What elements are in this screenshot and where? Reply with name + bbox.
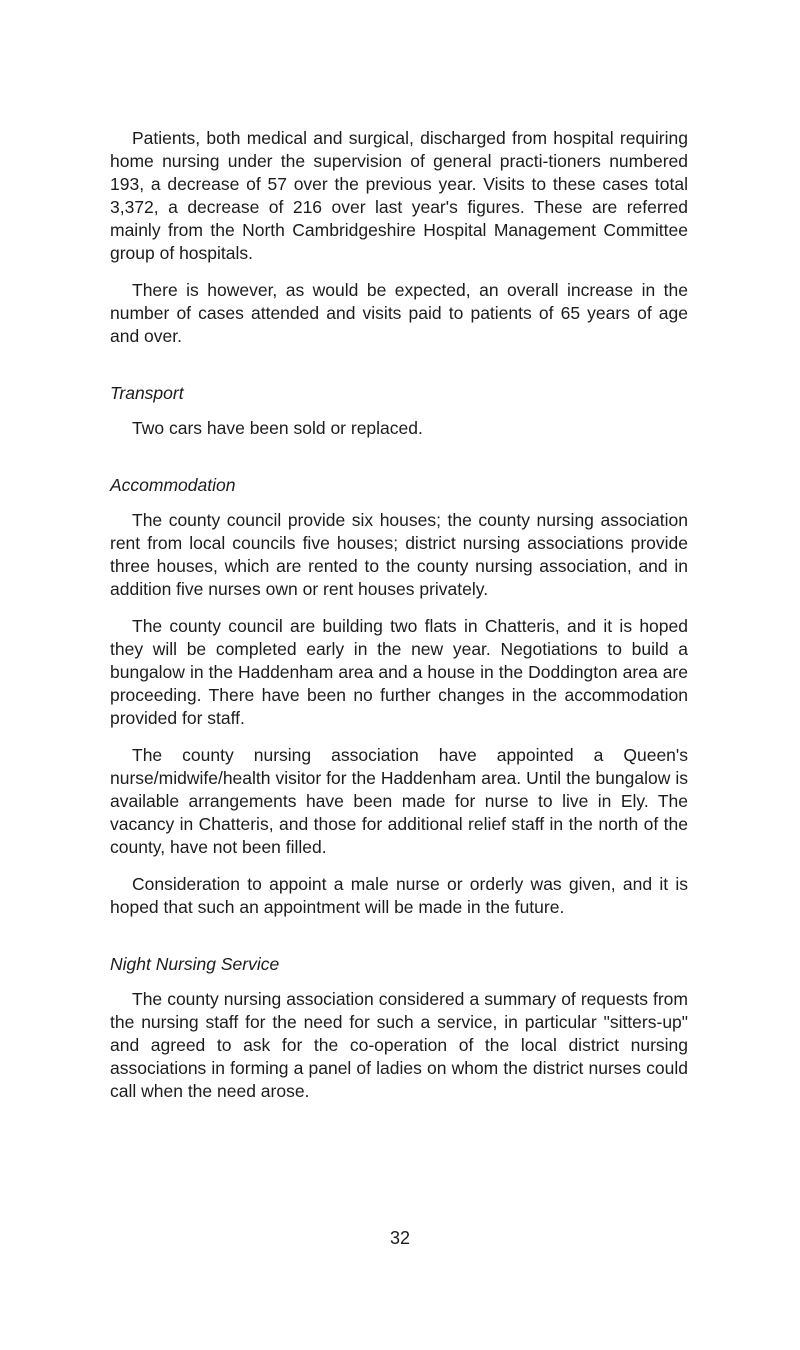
paragraph-home-nursing-patients: Patients, both medical and surgical, discharged from hospital requiring home nursing under the supervision of general practi-tioners numbered 193, a decrease of 57 over the previous year. Visits to these cases total 3,372, a decrease of 216 over last year's figures. These are referred mainly from the North Cambridgeshire Hospital Management Committee group of hospitals.: [110, 128, 688, 263]
paragraph-accommodation-flats: The county council are building two flats in Chatteris, and it is hoped they will be completed early in the new year. Negotiations to build a bungalow in the Haddenham area and a house in the Doddington area are proceeding. There have been no further changes in the accommodation provided for staff.: [110, 616, 688, 728]
paragraph-elderly-increase: There is however, as would be expected, an overall increase in the number of cases attended and visits paid to patients of 65 years of age and over.: [110, 280, 688, 346]
paragraph-night-nursing: The county nursing association considered a summary of requests from the nursing staff for the need for such a service, in particular "sitters-up" and agreed to ask for the co-operation of the local district nursing associations in forming a panel of ladies on whom the district nurses could call when the need arose.: [110, 989, 688, 1101]
page-number: 32: [389, 1228, 411, 1248]
section-heading-night-nursing: Night Nursing Service: [110, 954, 280, 974]
paragraph-accommodation-appointment: The county nursing association have appointed a Queen's nurse/midwife/health visitor for the Haddenham area. Until the bungalow is available arrangements have been made for nurse to live in Ely. The vacancy in Chatteris, and those for additional relief staff in the north of the county, have not been filled.: [110, 745, 688, 857]
document-page: [110, 127, 688, 1103]
paragraph-accommodation-male-nurse: Consideration to appoint a male nurse or orderly was given, and it is hoped that such an appointment will be made in the future.: [110, 874, 688, 917]
paragraph-transport: Two cars have been sold or replaced.: [132, 418, 423, 438]
section-heading-transport: Transport: [110, 383, 184, 403]
section-heading-accommodation: Accommodation: [110, 475, 236, 495]
paragraph-accommodation-houses: The county council provide six houses; the county nursing association rent from local councils five houses; district nursing associations provide three houses, which are rented to the county nursing association, and in addition five nurses own or rent houses privately.: [110, 510, 688, 599]
